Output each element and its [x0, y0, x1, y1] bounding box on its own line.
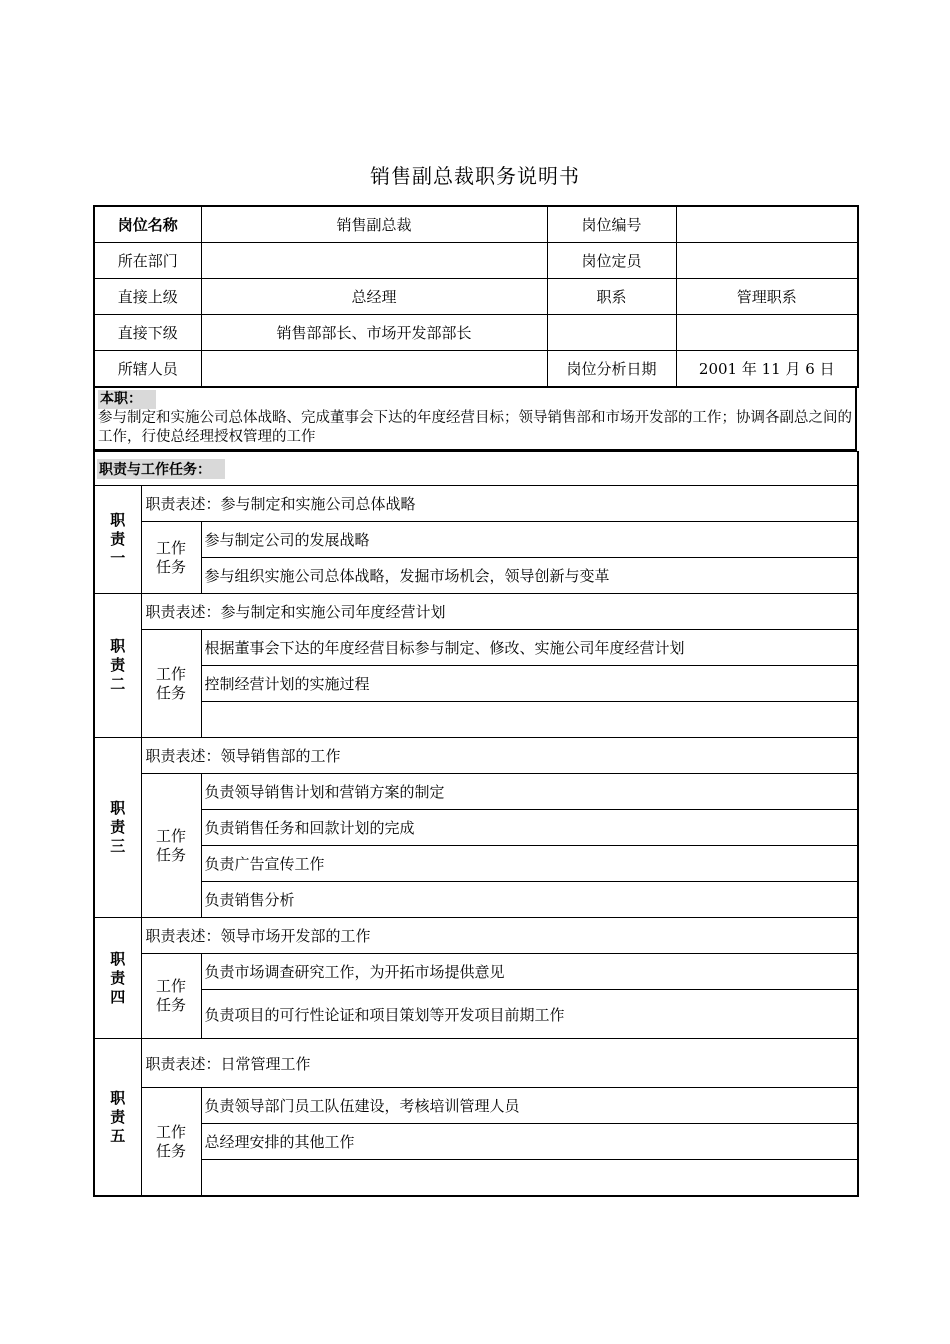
task-label: 工作 任务: [141, 630, 201, 738]
subordinate-value: 销售部部长、市场开发部部长: [201, 315, 547, 351]
analysis-date-label: 岗位分析日期: [547, 351, 676, 388]
core-duty-text: 参与制定和实施公司总体战略、完成董事会下达的年度经营目标；领导销售部和市场开发部的工作；协调各副总之间的工作，行使总经理授权管理的工作: [98, 410, 852, 445]
superior-value: 总经理: [201, 279, 547, 315]
task-item: 负责销售任务和回款计划的完成: [201, 810, 858, 846]
department-value: [201, 243, 547, 279]
headcount-value: [676, 243, 858, 279]
headcount-label: 岗位定员: [547, 243, 676, 279]
duties-table: [93, 451, 859, 1197]
empty-cell: [547, 315, 676, 351]
staff-label: 所辖人员: [94, 351, 201, 388]
task-item: 根据董事会下达的年度经营目标参与制定、修改、实施公司年度经营计划: [201, 630, 858, 666]
analysis-date-value: 2001 年 11 月 6 日: [676, 351, 858, 388]
staff-value: [201, 351, 547, 388]
task-item: 负责项目的可行性论证和项目策划等开发项目前期工作: [201, 990, 858, 1039]
duty-title: 职 责 一: [94, 486, 141, 594]
core-duty-table: [93, 388, 857, 451]
task-item: 参与组织实施公司总体战略，发掘市场机会，领导创新与变革: [201, 558, 858, 594]
duty-title: 职 责 四: [94, 918, 141, 1039]
task-item: 负责领导部门员工队伍建设，考核培训管理人员: [201, 1088, 858, 1124]
header-table: [93, 205, 859, 388]
job-description-form: [93, 205, 857, 1197]
job-family-value: 管理职系: [676, 279, 858, 315]
position-code-value: [676, 206, 858, 243]
duty-title: 职 责 二: [94, 594, 141, 738]
department-label: 所在部门: [94, 243, 201, 279]
task-label: 工作 任务: [141, 954, 201, 1039]
core-duty-cell: [94, 388, 856, 450]
subordinate-label: 直接下级: [94, 315, 201, 351]
duty-summary: 职责表述：领导销售部的工作: [141, 738, 858, 774]
task-item: 总经理安排的其他工作: [201, 1124, 858, 1160]
task-item: 负责市场调查研究工作，为开拓市场提供意见: [201, 954, 858, 990]
task-item: 负责销售分析: [201, 882, 858, 918]
empty-cell: [676, 315, 858, 351]
task-label: 工作 任务: [141, 774, 201, 918]
duties-header-cell: [94, 452, 858, 486]
document-title: 销售副总裁职务说明书: [370, 164, 580, 188]
task-item: 控制经营计划的实施过程: [201, 666, 858, 702]
duty-summary: 职责表述：领导市场开发部的工作: [141, 918, 858, 954]
duty-summary: 职责表述：参与制定和实施公司年度经营计划: [141, 594, 858, 630]
position-name-label: 岗位名称: [94, 206, 201, 243]
duty-summary: 职责表述：参与制定和实施公司总体战略: [141, 486, 858, 522]
task-item: 负责广告宣传工作: [201, 846, 858, 882]
task-item: [201, 702, 858, 738]
task-label: 工作 任务: [141, 522, 201, 594]
job-family-label: 职系: [547, 279, 676, 315]
position-code-label: 岗位编号: [547, 206, 676, 243]
task-item: 负责领导销售计划和营销方案的制定: [201, 774, 858, 810]
superior-label: 直接上级: [94, 279, 201, 315]
duty-summary: 职责表述：日常管理工作: [141, 1039, 858, 1088]
duties-label: 职责与工作任务：: [97, 459, 225, 479]
task-item: 参与制定公司的发展战略: [201, 522, 858, 558]
task-label: 工作 任务: [141, 1088, 201, 1197]
position-name-value: 销售副总裁: [201, 206, 547, 243]
core-duty-label: 本职：: [98, 390, 156, 409]
task-item: [201, 1160, 858, 1197]
duty-title: 职 责 三: [94, 738, 141, 918]
duty-title: 职 责 五: [94, 1039, 141, 1197]
